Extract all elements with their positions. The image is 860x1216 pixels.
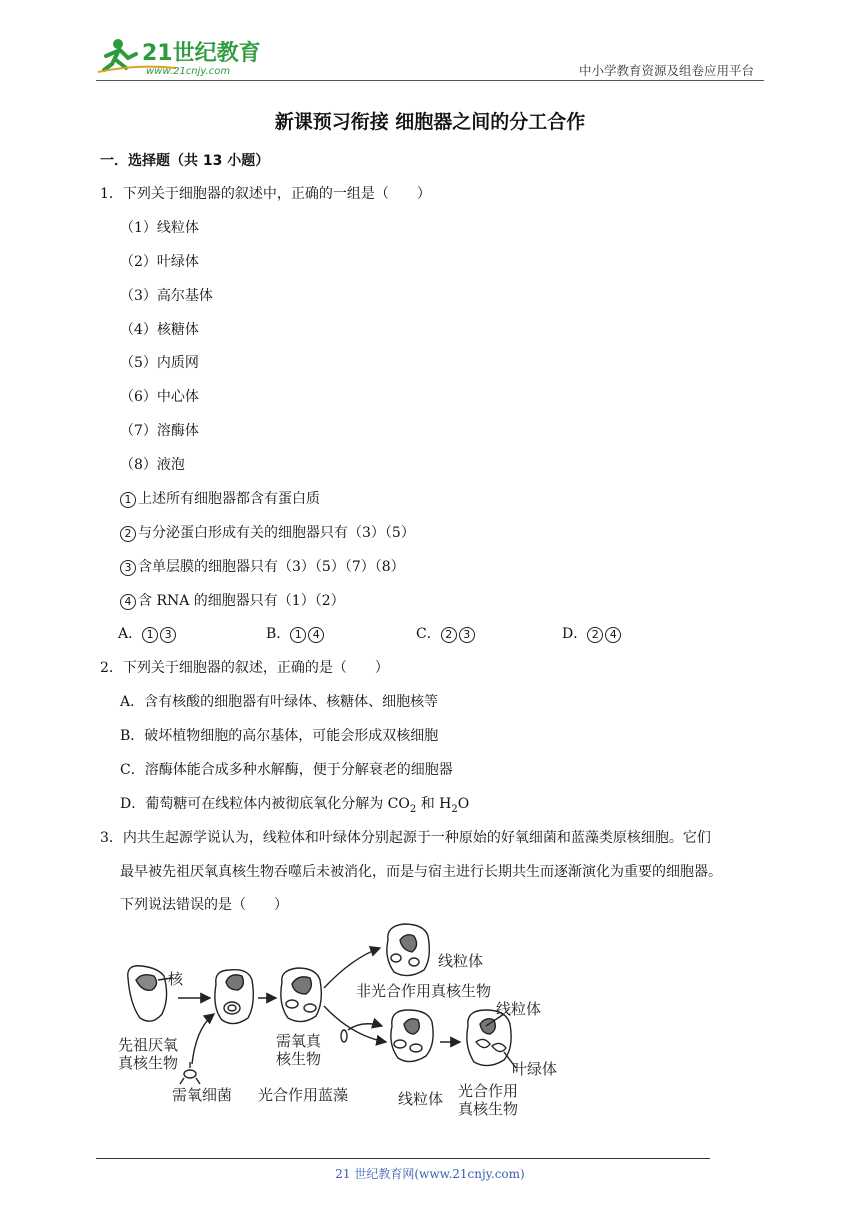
q1-option-d[interactable] bbox=[562, 624, 623, 644]
label-chloroplast: 叶绿体 bbox=[512, 1060, 558, 1078]
label-mitochondrion-right: 线粒体 bbox=[496, 1000, 542, 1018]
page-title: 新课预习衔接 细胞器之间的分工合作 bbox=[274, 111, 586, 133]
statement-text: 含单层膜的细胞器只有（3）（5）（7）（8） bbox=[138, 559, 405, 575]
q1-option-b[interactable] bbox=[266, 624, 326, 644]
platform-name: 中小学教育资源及组卷应用平台 bbox=[578, 63, 754, 78]
question-2-stem: 2．下列关于细胞器的叙述，正确的是（ ） bbox=[100, 660, 389, 676]
q1-statement bbox=[120, 591, 345, 611]
option-letter: C． bbox=[416, 626, 441, 642]
q1-statement bbox=[120, 557, 405, 577]
label-photosynthetic-eukaryote: 光合作用 真核生物 bbox=[458, 1082, 519, 1118]
option-letter: B． bbox=[266, 626, 291, 642]
q1-statement bbox=[120, 523, 415, 543]
site-logo bbox=[96, 34, 266, 80]
q1-item: （4）核糖体 bbox=[120, 322, 199, 338]
subscript: 2 bbox=[451, 803, 458, 815]
label-nonphotosynthetic: 非光合作用真核生物 bbox=[356, 982, 492, 1000]
label-ancestor: 先祖厌氧 真核生物 bbox=[118, 1036, 179, 1072]
q2-option-a[interactable]: A．含有核酸的细胞器有叶绿体、核糖体、细胞核等 bbox=[120, 694, 439, 710]
q2-option-d[interactable] bbox=[120, 794, 469, 820]
circled-number: 2 bbox=[587, 627, 603, 643]
footer-divider bbox=[96, 1158, 710, 1159]
circled-number: 4 bbox=[308, 627, 324, 643]
footer-text[interactable]: 21 世纪教育网(www.21cnjy.com) bbox=[335, 1167, 525, 1181]
circled-number: 2 bbox=[441, 627, 457, 643]
q1-item: （8）液泡 bbox=[120, 457, 185, 473]
circled-number: 2 bbox=[120, 526, 136, 542]
section-heading: 一．选择题（共 13 小题） bbox=[100, 153, 270, 169]
q2-option-c[interactable]: C．溶酶体能合成多种水解酶，便于分解衰老的细胞器 bbox=[120, 762, 453, 778]
q1-statement bbox=[120, 489, 320, 509]
option-text: D．葡萄糖可在线粒体内被彻底氧化分解为 CO bbox=[120, 796, 410, 812]
circled-number: 4 bbox=[605, 627, 621, 643]
statement-text: 与分泌蛋白形成有关的细胞器只有（3）（5） bbox=[138, 525, 415, 541]
q1-item: （7）溶酶体 bbox=[120, 423, 199, 439]
question-1-stem: 1．下列关于细胞器的叙述中，正确的一组是（ ） bbox=[100, 186, 431, 202]
endosymbiosis-diagram bbox=[112, 918, 572, 1128]
label-nucleus: 核 bbox=[168, 970, 184, 988]
question-3-line: 3．内共生起源学说认为，线粒体和叶绿体分别起源于一种原始的好氧细菌和蓝藻类原核细胞。它们 bbox=[100, 830, 711, 846]
option-letter: D． bbox=[562, 626, 588, 642]
logo-url: www.21cnjy.com bbox=[146, 66, 231, 77]
circled-number: 1 bbox=[290, 627, 306, 643]
option-letter: A． bbox=[118, 626, 143, 642]
option-text: 和 H bbox=[416, 796, 452, 812]
question-3-line: 下列说法错误的是（ ） bbox=[120, 897, 288, 913]
label-mitochondrion-top: 线粒体 bbox=[438, 952, 484, 970]
circled-number: 3 bbox=[459, 627, 475, 643]
q1-option-a[interactable] bbox=[118, 624, 178, 644]
question-3-line: 最早被先祖厌氧真核生物吞噬后未被消化，而是与宿主进行长期共生而逐渐演化为重要的细胞器。 bbox=[120, 864, 722, 880]
q2-option-b[interactable]: B．破坏植物细胞的高尔基体，可能会形成双核细胞 bbox=[120, 728, 439, 744]
label-aerobic-bacteria: 需氧细菌 bbox=[172, 1086, 233, 1104]
q1-item: （1）线粒体 bbox=[120, 220, 199, 236]
statement-text: 上述所有细胞器都含有蛋白质 bbox=[138, 491, 320, 507]
option-text: O bbox=[457, 796, 470, 812]
label-cyanobacteria: 光合作用蓝藻 bbox=[258, 1086, 349, 1104]
q1-option-c[interactable] bbox=[416, 624, 477, 644]
label-aerobic-eukaryote: 需氧真 核生物 bbox=[276, 1032, 322, 1068]
circled-number: 1 bbox=[120, 492, 136, 508]
header-divider bbox=[96, 80, 764, 81]
circled-number: 4 bbox=[120, 594, 136, 610]
q1-item: （5）内质网 bbox=[120, 355, 199, 371]
q1-item: （6）中心体 bbox=[120, 389, 199, 405]
label-mitochondrion-mid: 线粒体 bbox=[398, 1090, 444, 1108]
logo-text: 21世纪教育 bbox=[142, 41, 261, 66]
q1-item: （3）高尔基体 bbox=[120, 288, 213, 304]
subscript: 2 bbox=[409, 803, 417, 815]
circled-number: 3 bbox=[120, 560, 136, 576]
circled-number: 1 bbox=[142, 627, 158, 643]
q1-item: （2）叶绿体 bbox=[120, 254, 199, 270]
circled-number: 3 bbox=[160, 627, 176, 643]
statement-text: 含 RNA 的细胞器只有（1）（2） bbox=[138, 593, 345, 609]
